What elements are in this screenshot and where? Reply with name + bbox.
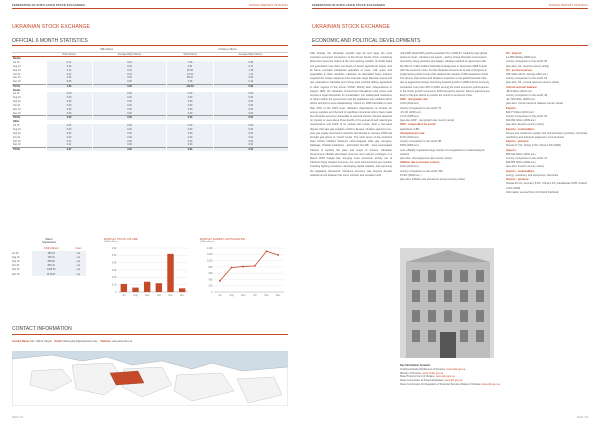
table-cell: 0.00 (167, 128, 213, 132)
row-label: Oct 10 (13, 135, 21, 139)
table-cell: 0.14 (46, 69, 92, 73)
total-cell: 0.05 (92, 84, 167, 88)
y-tick-label: 1200 (207, 253, 213, 257)
y-tick-label: 0 (211, 291, 213, 295)
table-cell: 23.22 (167, 72, 213, 76)
paragraph: -$6.9 billion (2010 est.) (506, 89, 533, 93)
market-cap-title-2: Capitalization (41, 241, 57, 245)
table-cell: 0.06 (46, 65, 92, 69)
table-cell: 0.11 (46, 61, 92, 65)
data-point (231, 267, 233, 269)
row-label: Jul 10 (12, 251, 19, 255)
row-label: Aug 10 (12, 255, 20, 259)
x-tick-label: Dec (180, 294, 185, 298)
stat-heading: Current account balance: (506, 85, 538, 89)
stat-heading: Imports - commodities: (506, 169, 535, 173)
col-header: Average Daily Volume (213, 52, 288, 57)
table-cell: 0.01 (92, 61, 167, 65)
row-label: Aug 10 (13, 127, 21, 131)
table-cell: 1175.87 (32, 272, 71, 276)
x-tick-label: Jul (218, 294, 222, 298)
email-link[interactable]: halina.yakyuk@ukrstockex.com (62, 340, 98, 343)
row-label: Aug 10 (13, 96, 21, 100)
col-header: Total Volume (167, 52, 213, 57)
paragraph: [see also GDP - real growth rate country ranks] (400, 119, 455, 123)
header-report: ANNUAL REPORT 2010/2011 (548, 4, 588, 7)
table-cell: n/a (71, 264, 86, 268)
y-tick-label: 0.50 (111, 254, 117, 258)
paragraph: -15.1% (2009 est.) (400, 110, 422, 114)
table-cell: 0.00 (213, 124, 288, 128)
header-org: FEDERATION OF EURO-ASIAN STOCK EXCHANGES (312, 4, 386, 7)
table-cell: 7.28 (167, 61, 213, 65)
row-label: Jul 10 (13, 60, 20, 64)
paragraph: $49.77 billion (2010 est.) (506, 110, 535, 114)
market-cap-col: (US$ millions) (43, 247, 59, 251)
y-tick-label: 800 (208, 266, 213, 270)
paragraph: -$1.732 billion (2009 est.) (506, 98, 536, 102)
table-cell: 0.00 (213, 112, 288, 116)
market-cap-plot (200, 244, 288, 300)
table-cell: 0.00 (213, 132, 288, 136)
y-tick-label: 0.20 (111, 276, 117, 280)
contact-title: CONTACT INFORMATION (12, 326, 72, 332)
total-cell: 0.07 (46, 147, 92, 151)
data-point (266, 251, 268, 253)
statistics-table (12, 48, 288, 151)
x-tick-label: Sep (145, 294, 150, 298)
y-tick-label: 0 (115, 291, 117, 295)
x-tick-label: Nov (264, 294, 269, 298)
paragraph: Information sourced from CIA World Factbook (506, 190, 559, 194)
row-label: Nov 10 (13, 139, 21, 143)
table-cell: 58.61 (167, 76, 213, 80)
page-number: FEAS 4.24 (12, 417, 24, 419)
y-tick-label: 600 (208, 272, 213, 276)
key-contact-label: State Commission of Financial Markets: (400, 379, 445, 383)
stat-heading: Imports: (506, 148, 517, 152)
y-tick-label: 1400 (207, 247, 213, 251)
stat-heading: GDP - real growth rate: (400, 98, 429, 102)
paragraph: 395 million bbl (1 January 2010 est.) (506, 73, 548, 77)
paragraph: country comparison to the world: 88 (400, 140, 442, 144)
website-label: Website: (100, 340, 111, 343)
chart-subtitle: (US$ millions) (104, 241, 118, 244)
contact-name: Mrs. Halina Yakyuk (30, 340, 52, 343)
row-label: Sep 10 (12, 259, 20, 263)
table-cell: 1295.92 (32, 268, 71, 272)
table-cell: 0.00 (167, 132, 213, 136)
paragraph: country comparison to the world: 54 (506, 77, 548, 81)
table-cell: 355.23 (32, 251, 71, 255)
key-contact-link[interactable]: www.dfp.gov.ua (444, 379, 463, 383)
table-cell: 0.00 (167, 104, 213, 108)
table-cell: n/a (71, 268, 86, 272)
table-row (12, 272, 86, 276)
contact-name-label: Contact Name: (12, 340, 30, 343)
market-cap-chart (200, 238, 288, 302)
table-cell: 0.00 (92, 65, 167, 69)
paragraph: [see also: Imports country ranks] (506, 165, 544, 169)
header-rule (12, 8, 288, 9)
x-tick-label: Oct (252, 294, 257, 298)
table-cell: 0.00 (167, 139, 213, 143)
col-header: Average Daily Volume (92, 52, 167, 57)
key-contact-link[interactable]: www.dfp.gov.ua (482, 382, 500, 386)
table-cell: 0.00 (92, 132, 167, 136)
total-label: TOTAL (12, 84, 46, 88)
paragraph: 8.4% (2010 est.) (400, 136, 420, 140)
table-cell: 0.05 (46, 80, 92, 84)
paragraph: Russia 27.1%, Turkey 6.4%, China 3.6% (2009) (506, 144, 561, 148)
paragraph: country comparison to the world: 196 (400, 169, 443, 173)
table-cell: n/a (71, 251, 86, 255)
row-label: Sep 10 (13, 68, 21, 72)
building-graphic (400, 248, 494, 358)
paragraph: [see also: Oil - imports country ranks] (506, 64, 549, 68)
table-cell: 0.00 (46, 136, 92, 140)
x-tick-label: Aug (133, 294, 138, 298)
table-cell: 0.01 (46, 124, 92, 128)
table-cell: 0.02 (46, 143, 92, 147)
data-point (254, 265, 256, 267)
exchange-title: UKRAINIAN STOCK EXCHANGE (312, 24, 391, 30)
paragraph: country comparison to the world: 54 (506, 115, 548, 119)
total-cell: 0.00 (213, 147, 288, 151)
contact-line (12, 340, 132, 343)
y-tick-label: 0.10 (111, 283, 117, 287)
table-cell: 0.00 (213, 139, 288, 143)
group-header-shares: # Shares millions (167, 48, 288, 52)
table-cell: 0.00 (92, 128, 167, 132)
bar (144, 282, 150, 292)
paragraph: [see also: Unemployment rate country ranks] (400, 157, 452, 161)
paragraph: note: officially registered; large number of unregistered or underemployed workers (400, 148, 485, 156)
total-row (12, 147, 288, 151)
map-graphic (12, 351, 288, 406)
region-map (12, 351, 288, 406)
total-label: TOTAL (12, 116, 46, 120)
table-cell: 0.01 (92, 69, 167, 73)
paragraph: [see also: Inflation rate (consumer prices) country ranks] (400, 178, 465, 182)
x-tick-label: Oct (156, 294, 161, 298)
y-tick-label: 400 (208, 278, 213, 282)
stat-heading: Inflation rate (consumer prices): (400, 161, 440, 165)
table-cell: 3.56 (167, 80, 213, 84)
ukraine-highlight (110, 371, 144, 385)
table-cell: 0.35 (213, 61, 288, 65)
paragraph: Russia 29.1%, Germany 8.5%, China 6.1%, Kazakhstan 5.8%, Poland 4.9% (2009) (506, 182, 587, 190)
x-tick-label: Dec (276, 294, 281, 298)
table-cell: 0.00 (92, 112, 167, 116)
row-label: Nov 10 (13, 76, 21, 80)
section-title: ECONOMIC AND POLITICAL DEVELOPMENTS (312, 38, 421, 44)
y-tick-label: 200 (208, 285, 213, 289)
email-label: Email: (54, 340, 62, 343)
chart-title: MONTHLY STOCK VOLUME (104, 238, 138, 241)
paragraph: 2.1% (2008 est.) (400, 115, 420, 119)
bar (167, 254, 173, 292)
paragraph: ferrous and nonferrous metals, fuel and petroleum products, chemicals, machinery and transport equipment, food products (506, 131, 588, 140)
paragraph: 9.4% (2010 est.) (400, 165, 420, 169)
page-number: FEAS 4.25 (576, 417, 588, 419)
table-cell: n/a (71, 255, 86, 259)
header-org: FEDERATION OF EURO-ASIAN STOCK EXCHANGES (12, 4, 86, 7)
table-cell: 0.00 (167, 136, 213, 140)
bar (132, 288, 138, 292)
right-page (300, 0, 600, 424)
stat-heading: Exports - partners: (506, 140, 530, 144)
table-cell: n/a (71, 272, 86, 276)
row-label: Sep 10 (13, 100, 21, 104)
table-cell: 0.00 (92, 124, 167, 128)
row-label: Nov 10 (12, 268, 20, 272)
table-cell: 0.00 (213, 104, 288, 108)
series-line (220, 252, 278, 282)
section-rule (312, 45, 588, 46)
stat-heading: Imports - partners: (506, 178, 530, 182)
table-cell: 0.00 (213, 143, 288, 147)
key-contact-row (400, 383, 590, 387)
key-contact-link[interactable]: www.rada.gov.ua (446, 367, 466, 371)
table-cell: 0.00 (46, 96, 92, 100)
paragraph: After Russia, the Ukrainian republic was far and away the most important economic component of the former Soviet Union, producing about four times the output of the next-ranking republic. Its fertile black soil generated more than one-fourth of Soviet agricultural output, and its farms provided substantial quantities of meat, milk, grain, and vegetables to other republics. Likewise, its diversified heavy industry supplied the unique equipment (for example, large diameter pipes) and raw materials to industrial and mining sites (vertical drilling apparatus) in other regions of the former USSR. Shortly after independence in August 1991, the Ukrainian Government liberalized most prices and erected a legal framework for privatization, but widespread resistance to reform within the government and the legislature soon stalled reform efforts and led to some backtracking. Output by 1999 had fallen to less than 40% of the 1991 level. Ukraine's dependence on Russia for energy supplies and the lack of significant structural reform have made the Ukrainian economy vulnerable to external shocks. Ukraine depends on imports to meet about three-fourths of its annual oil and natural gas requirements and 100% of its nuclear fuel needs. After a two-week dispute that saw gas supplies cutoff to Europe, Ukraine agreed to ten-year gas supply and transit contracts with Russia in January 2009 that brought gas prices to "world" levels. The strict terms of the contracts have further hobbled Ukraine's cash-strapped state gas company, Naftogaz. Outside institutions - particularly the IMF - have encouraged Ukraine to quicken the pace and scope of reforms. Ukrainian Government officials eliminated most tax and customs privileges in a March 2005 budget law, bringing more economic activity out of Ukraine's large shadow economy, but more improvements are needed, including fighting corruption, developing capital markets, and improving the legislative framework. Ukraine's economy was buoyant despite political turmoil between the prime minister and president until (310, 52, 392, 177)
key-contact-label: Verkhovna Rada (Parliament of Ukraine): (400, 367, 446, 371)
group-name: Bonds (13, 88, 21, 92)
stat-heading: Unemployment rate: (400, 131, 426, 135)
header-rule (312, 8, 588, 9)
table-cell: 0.00 (213, 128, 288, 132)
group-header-usd: US$ millions (46, 48, 167, 52)
total-label: TOTAL (12, 147, 46, 151)
table-cell: 0.00 (46, 128, 92, 132)
row-label: Dec 10 (13, 111, 21, 115)
table-cell: 0.00 (92, 108, 167, 112)
stock-volume-plot (104, 244, 192, 300)
stock-volume-chart (104, 238, 192, 302)
paragraph: country comparison to the world: 66 (506, 60, 548, 64)
total-cell: 0.00 (92, 147, 167, 151)
stat-heading: Exports - commodities: (506, 127, 535, 131)
stat-heading: GDP - composition by sector: (400, 123, 437, 127)
table-cell: 0.00 (213, 108, 288, 112)
paragraph: [see also: Current account balance country ranks] (506, 102, 564, 106)
paragraph: country comparison to the world: 49 (506, 94, 548, 98)
table-cell: 0.00 (167, 92, 213, 96)
table-cell: 0.02 (92, 76, 167, 80)
table-cell: 0.00 (167, 108, 213, 112)
table-cell: 0.00 (92, 80, 167, 84)
group-name: Stocks (13, 57, 21, 61)
text-column-2 (400, 52, 490, 182)
row-label: Dec 10 (12, 272, 20, 276)
total-cell: 0.00 (46, 116, 92, 120)
y-tick-label: 0.40 (111, 261, 117, 265)
x-tick-label: Sep (241, 294, 246, 298)
paragraph: $40.394 billion (2009 est.) (506, 119, 536, 123)
row-label: Aug 10 (13, 64, 21, 68)
page-header-right (312, 4, 588, 7)
key-contacts (400, 364, 590, 387)
header-report: ANNUAL REPORT 2010/2011 (248, 4, 288, 7)
row-label: Jul 10 (13, 123, 20, 127)
key-contacts-title: Key Information Contacts (400, 364, 431, 367)
website-link[interactable]: www.ukrse.kiev.ua (111, 340, 133, 343)
row-label: Nov 10 (13, 108, 21, 112)
total-cell: 0.00 (167, 116, 213, 120)
paragraph: 14,180 bbl/day (2009 est.) (506, 56, 537, 60)
table-cell: 3.81 (167, 65, 213, 69)
table-cell: 780.51 (32, 255, 71, 259)
table-cell: 830.32 (32, 264, 71, 268)
bar (156, 284, 162, 293)
table-cell: 0.00 (92, 139, 167, 143)
bar (179, 289, 185, 293)
row-label: Oct 10 (13, 104, 21, 108)
row-label: Dec 10 (13, 80, 21, 84)
table-cell: 0.00 (167, 100, 213, 104)
text-column-1 (310, 52, 392, 178)
table-cell: 0.00 (213, 136, 288, 140)
key-contact-label: Ministry of Finance: (400, 371, 422, 375)
bar (121, 284, 127, 292)
table-cell: 0.00 (167, 112, 213, 116)
table-cell: 0.01 (46, 139, 92, 143)
section-rule (12, 45, 288, 46)
table-cell: 1.18 (213, 69, 288, 73)
row-label: Oct 10 (13, 72, 21, 76)
table-cell: 0.00 (46, 108, 92, 112)
key-contact-link[interactable]: www.spfu.gov.ua (435, 375, 455, 379)
table-cell: 0.00 (92, 92, 167, 96)
row-label: Jul 10 (13, 92, 20, 96)
key-contact-link[interactable]: www.minfin.gov.ua (422, 371, 444, 375)
table-cell: 0.00 (167, 124, 213, 128)
stat-heading: Exports: (506, 106, 517, 110)
paragraph: 8.8% (2009 est.) (400, 144, 420, 148)
paragraph: 4.2% (2010 est.) (400, 102, 420, 106)
paragraph: country comparison to the world: 79 (400, 106, 442, 110)
table-cell: 0.00 (92, 100, 167, 104)
paragraph: 15.9% (2009 est.) (400, 173, 421, 177)
paragraph: agriculture: 9.8% (400, 127, 420, 131)
total-cell: 0.00 (167, 147, 213, 151)
table-cell: 0.12 (46, 72, 92, 76)
paragraph: [see also: Exports country ranks] (506, 123, 544, 127)
section-rule (12, 334, 288, 335)
table-cell: 1.11 (213, 72, 288, 76)
key-contact-label: State Property Fund of Ukraine: (400, 375, 436, 379)
x-tick-label: Nov (168, 294, 173, 298)
stat-heading: Oil - imports: (506, 52, 523, 55)
group-name: Other (13, 120, 20, 124)
y-tick-label: 0.60 (111, 247, 117, 251)
chart-title: MONTHLY MARKET CAPITALIZATION (200, 238, 246, 241)
table-cell: 0.00 (213, 92, 288, 96)
paragraph: [see also: Oil - proved reserves country ranks] (506, 81, 559, 85)
table-cell: 0.00 (46, 92, 92, 96)
table-cell: 0.00 (167, 143, 213, 147)
table-cell: 808.80 (32, 259, 71, 263)
table-cell: 0.00 (92, 96, 167, 100)
paragraph: mid-2008. Real GDP growth exceeded 7% in 2006-07, fueled by high global prices for steel - Ukraine's top export - and by strong domestic consumption, spurred by rising pensions and wages. Ukraine reached an agreement with the IMF for a $16.4 billion Stand-By Arrangement in November 2008 to deal with the economic crisis, but the Ukrainian Government's lack of progress in implementing reforms has twice delayed the release of IMF assistance funds. The drop in steel prices and Ukraine's exposure to the global financial crisis due to aggressive foreign borrowing lowered growth in 2008 and the economy contracted more than 15% in 2009, among the worst economic performances in the world; growth resumed in 2010 buoyed by exports. Recent elections are likely to hamper efforts to resolve the country's economic crisis. (400, 52, 490, 98)
data-point (219, 280, 221, 282)
table-cell: 0.00 (92, 136, 167, 140)
y-tick-label: 0.30 (111, 269, 117, 273)
market-cap-col: Index (75, 247, 82, 251)
paragraph: energy, machinery and equipment, chemicals (506, 173, 558, 177)
text-column-3 (506, 52, 590, 195)
table-cell: 0.00 (213, 100, 288, 104)
table-cell: 0.00 (46, 112, 92, 116)
table-cell: 0.01 (92, 72, 167, 76)
table-cell: 0.00 (92, 143, 167, 147)
stat-heading: Oil - proved reserves: (506, 68, 533, 72)
paragraph: $44.956 billion (2009 est.) (506, 161, 536, 165)
market-cap-table (12, 238, 86, 276)
table-cell: 0.16 (213, 80, 288, 84)
page-header-left (12, 4, 288, 7)
table-cell: n/a (71, 259, 86, 263)
x-tick-label: Jul (122, 294, 126, 298)
table-cell: 0.00 (46, 100, 92, 104)
key-contact-label: State Commission for Regulation of Financial Services Market of Ukraine: (400, 382, 482, 386)
paragraph: $55.944 billion (2010 est.) (506, 152, 536, 156)
table-cell: 0.52 (46, 76, 92, 80)
table-cell: 0.00 (213, 96, 288, 100)
x-tick-label: Aug (229, 294, 234, 298)
table-cell: 0.03 (46, 132, 92, 136)
col-header: Total Volume (46, 52, 92, 57)
table-cell: 0.00 (92, 104, 167, 108)
row-label: Dec 10 (13, 143, 21, 147)
total-cell: 0.00 (213, 116, 288, 120)
paragraph: country comparison to the world: 47 (506, 157, 548, 161)
data-point (242, 266, 244, 268)
total-cell: 5.63 (213, 84, 288, 88)
table-cell: 0.00 (167, 96, 213, 100)
total-cell: 0.00 (92, 116, 167, 120)
row-label: Oct 10 (12, 264, 20, 268)
row-label: Sep 10 (13, 131, 21, 135)
table-cell: 26.05 (167, 69, 213, 73)
exchange-title: UKRAINIAN STOCK EXCHANGE (12, 24, 91, 30)
chart-subtitle: (US$ millions) (200, 241, 214, 244)
market-cap-title: Market (45, 238, 53, 241)
table-cell: 0.17 (213, 65, 288, 69)
data-point (277, 255, 279, 257)
building-photo (400, 248, 494, 358)
total-cell: 122.53 (167, 84, 213, 88)
y-tick-label: 1000 (207, 259, 213, 263)
table-cell: 0.00 (46, 104, 92, 108)
section-title: OFFICIAL 6 MONTH STATISTICS (12, 38, 88, 44)
table-cell: 2.66 (213, 76, 288, 80)
total-cell: 1.00 (46, 84, 92, 88)
